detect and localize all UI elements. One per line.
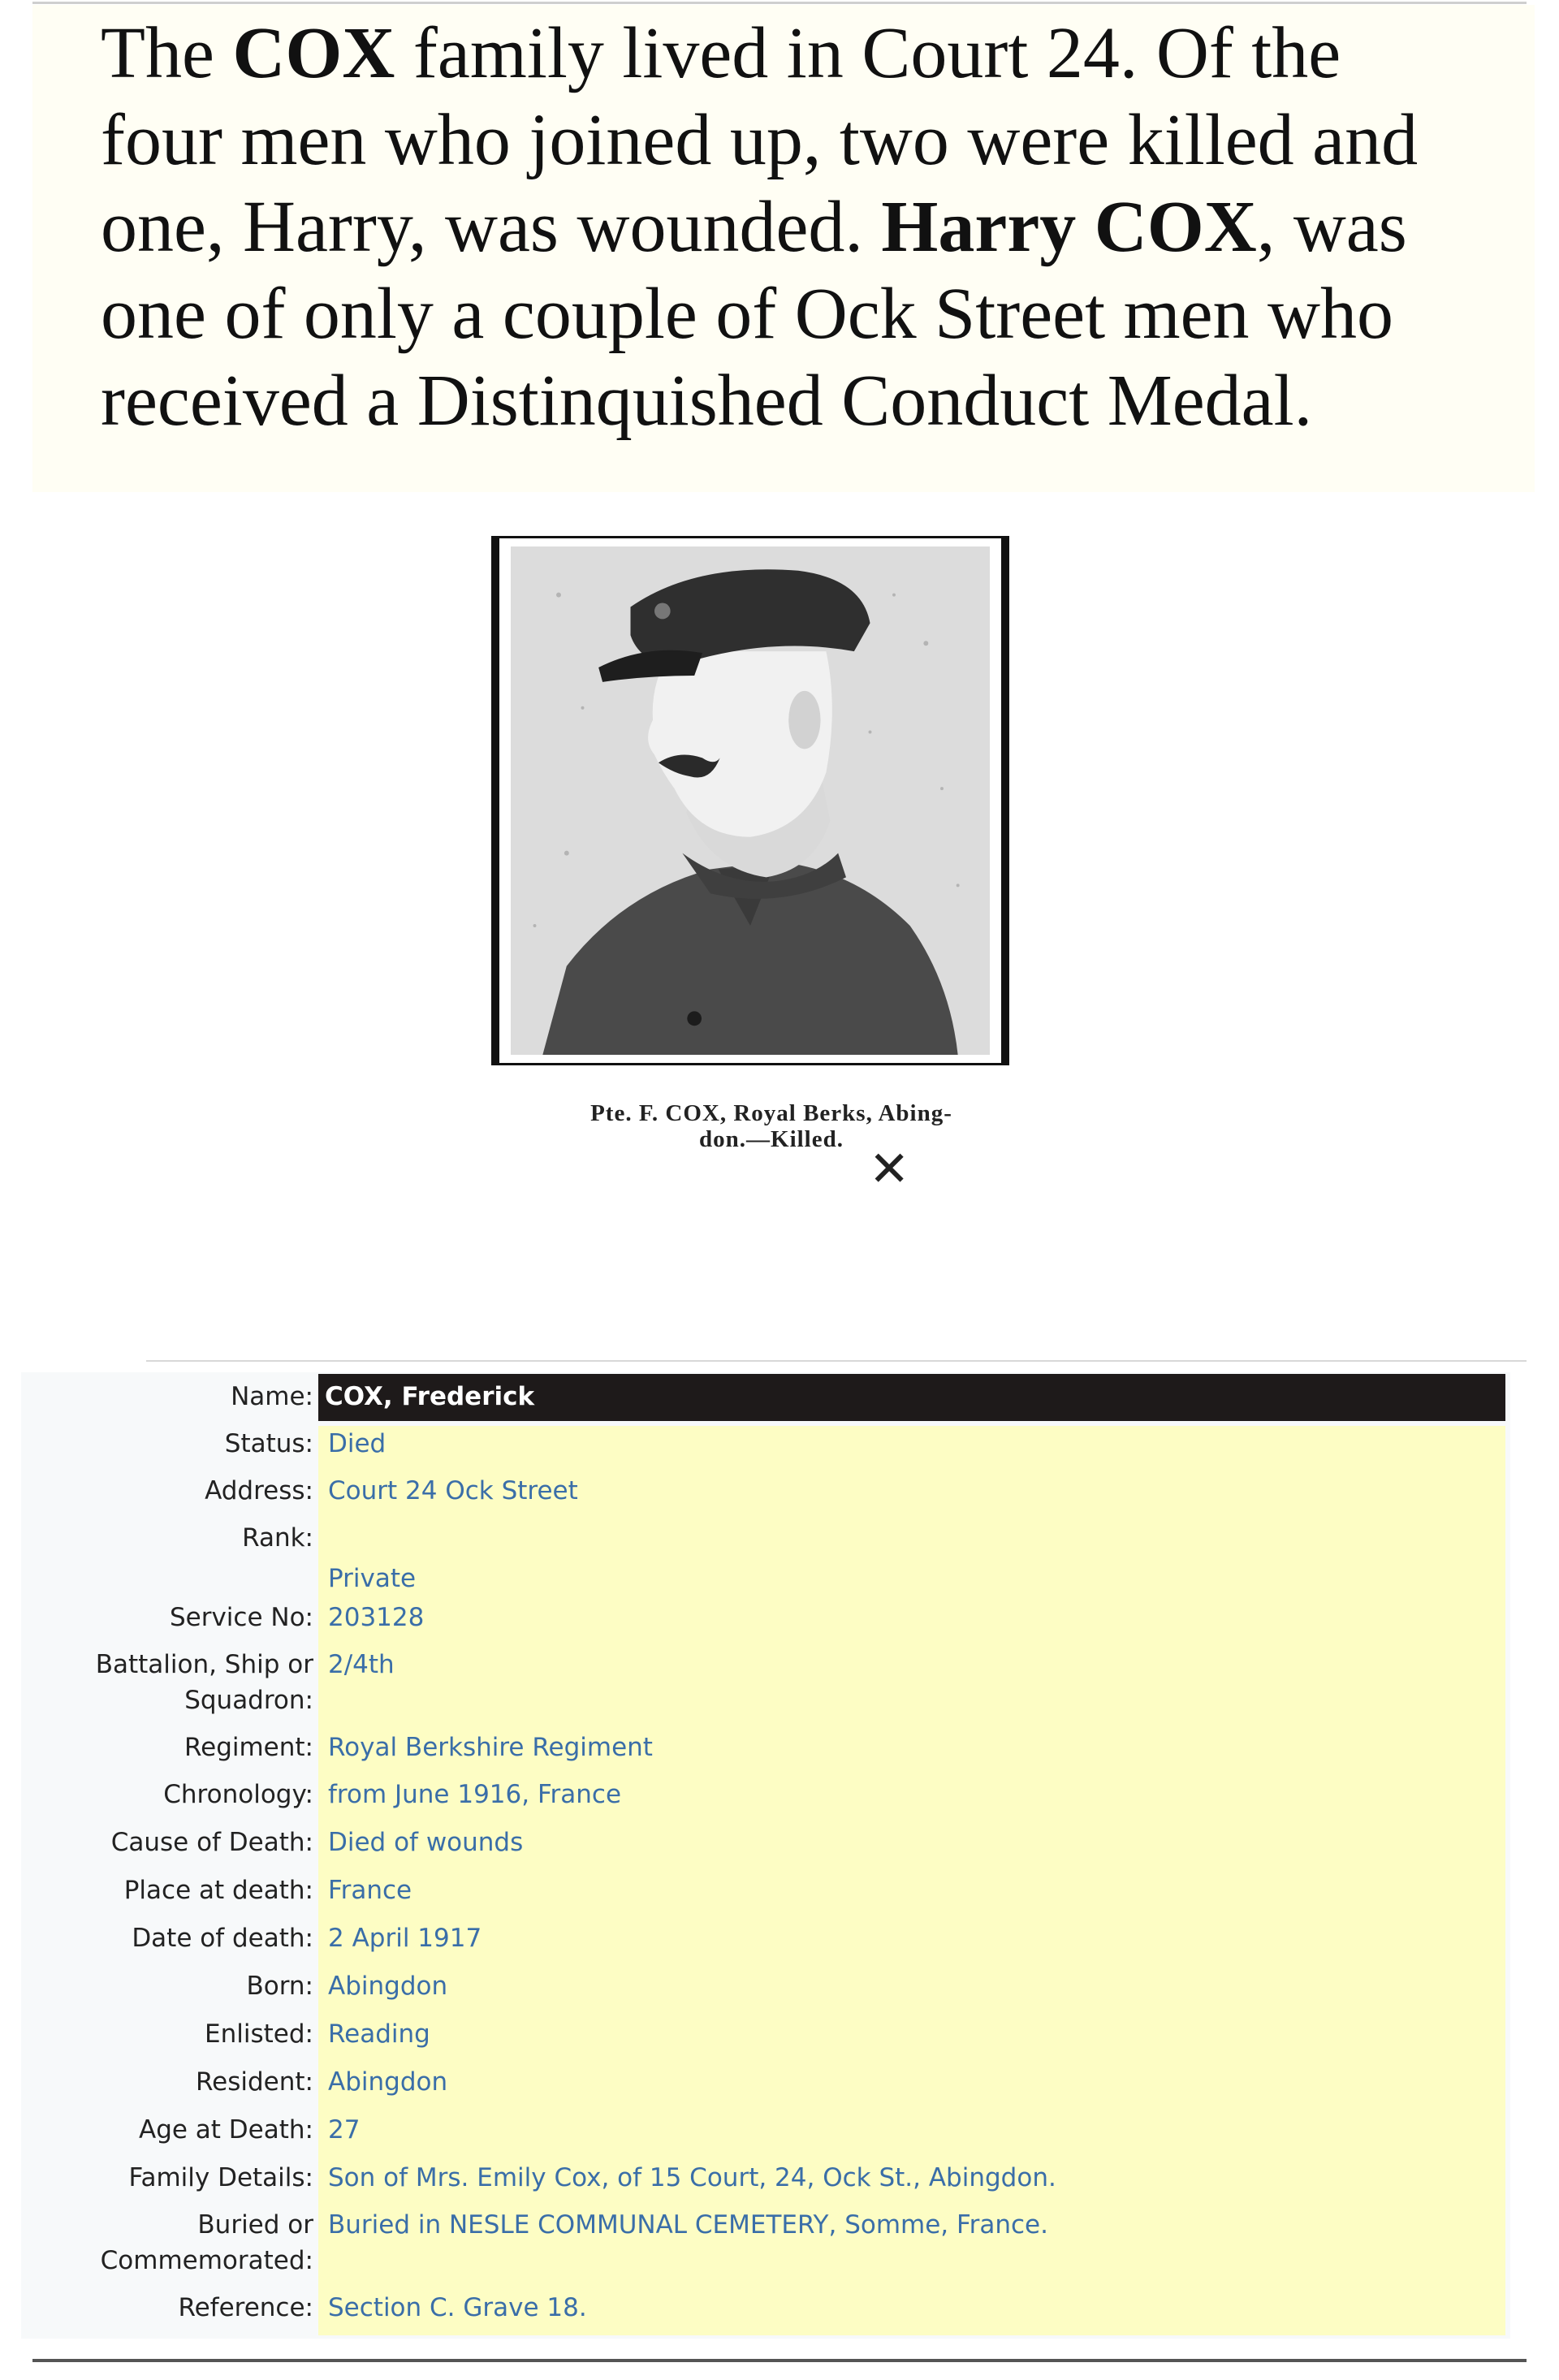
record-value: Died of wounds xyxy=(328,1828,524,1857)
intro-line-2: four men who joined up, two were killed and xyxy=(101,100,1419,180)
record-label: Family Details: xyxy=(128,2163,313,2192)
record-value: Section C. Grave 18. xyxy=(328,2293,587,2322)
record-value: Abingdon xyxy=(328,1972,448,2001)
record-value: Court 24 Ock Street xyxy=(328,1476,578,1505)
record-value: from June 1916, France xyxy=(328,1780,622,1809)
record-value: Died xyxy=(328,1429,387,1458)
bottom-divider xyxy=(32,2359,1527,2362)
soldier-photo-frame xyxy=(491,536,1009,1065)
intro-bold-harry-cox: Harry COX xyxy=(881,187,1257,267)
intro-panel xyxy=(32,5,1535,492)
record-value: 2/4th xyxy=(328,1650,395,1679)
record-name-value: COX, Frederick xyxy=(325,1382,535,1411)
intro-text-span: family lived in Court 24. Of the xyxy=(395,13,1341,93)
intro-line-4: one of only a couple of Ock Street men who xyxy=(101,274,1394,354)
intro-line-1 xyxy=(101,10,1514,97)
record-value: Abingdon xyxy=(328,2067,448,2097)
record-label: Chronology: xyxy=(163,1780,313,1809)
record-label: Born: xyxy=(246,1972,313,2001)
record-label: Buried or Commemorated: xyxy=(100,2210,313,2275)
record-value: Son of Mrs. Emily Cox, of 15 Court, 24, Ock St., Abingdon. xyxy=(328,2163,1056,2192)
record-label: Place at death: xyxy=(123,1876,313,1905)
record-value: 203128 xyxy=(328,1603,425,1632)
record-label: Reference: xyxy=(178,2293,313,2322)
handwritten-x-mark: ✕ xyxy=(869,1141,910,1198)
casualty-record-table xyxy=(21,1372,1510,2339)
intro-line-5: received a Distinquished Conduct Medal. xyxy=(101,361,1313,441)
record-value: 2 April 1917 xyxy=(328,1924,482,1953)
intro-text-span: , was xyxy=(1256,187,1407,267)
record-label: Age at Death: xyxy=(138,2115,313,2145)
soldier-portrait-image xyxy=(511,546,990,1055)
photo-caption xyxy=(487,1100,1056,1152)
intro-line-3 xyxy=(101,184,1514,270)
record-label: Status: xyxy=(224,1429,313,1458)
record-value: France xyxy=(328,1876,412,1905)
top-divider xyxy=(32,2,1527,4)
record-label: Cause of Death: xyxy=(110,1828,313,1857)
record-label: Address: xyxy=(205,1476,313,1505)
portrait-drawing xyxy=(511,546,990,1055)
record-label: Service No: xyxy=(169,1603,313,1632)
intro-text-span: The xyxy=(101,13,233,93)
caption-line-2: don.—Killed. xyxy=(699,1126,844,1152)
record-label: Rank: xyxy=(242,1523,313,1553)
intro-bold-cox: COX xyxy=(232,13,395,93)
record-value: Private xyxy=(328,1564,417,1593)
name-header-bar xyxy=(318,1374,1505,1421)
record-label: Enlisted: xyxy=(205,2019,313,2049)
record-label: Date of death: xyxy=(132,1924,313,1953)
record-label: Name: xyxy=(231,1382,313,1411)
record-value: 27 xyxy=(328,2115,361,2145)
record-value: Royal Berkshire Regiment xyxy=(328,1733,653,1762)
record-label: Regiment: xyxy=(184,1733,313,1762)
intro-paragraph xyxy=(101,10,1514,444)
caption-line-1: Pte. F. COX, Royal Berks, Abing- xyxy=(590,1100,952,1126)
record-label: Resident: xyxy=(196,2067,313,2097)
record-label: Battalion, Ship or Squadron: xyxy=(95,1650,313,1715)
record-value: Reading xyxy=(328,2019,430,2049)
section-divider xyxy=(146,1360,1527,1362)
record-value: Buried in NESLE COMMUNAL CEMETERY, Somme, France. xyxy=(328,2210,1048,2240)
intro-text-span: one, Harry, was wounded. xyxy=(101,187,882,267)
